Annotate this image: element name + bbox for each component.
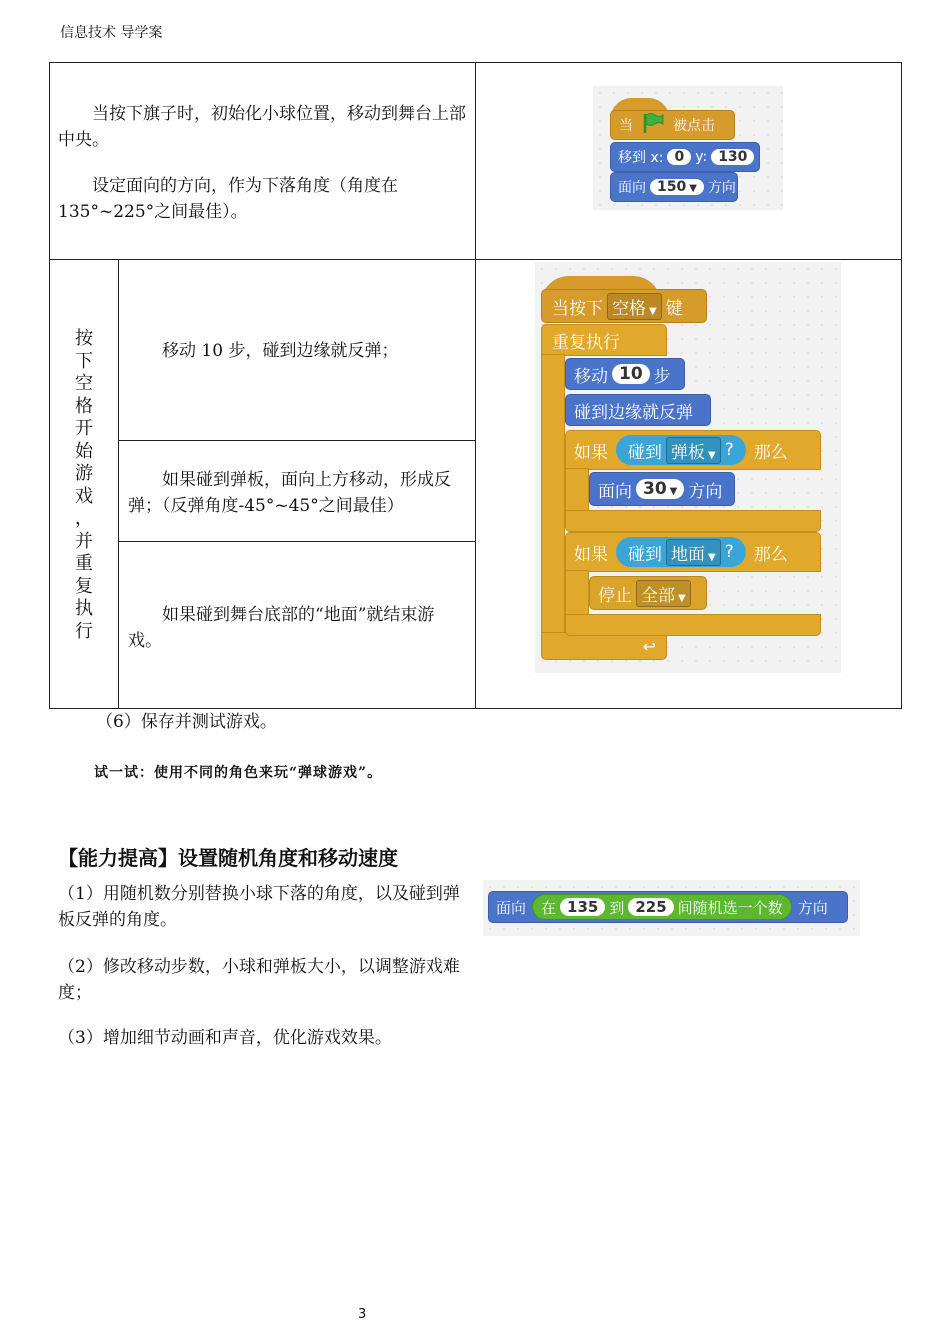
when-flag-clicked-block[interactable] <box>610 110 735 140</box>
vlabel-char: 行 <box>75 620 93 642</box>
row1-para2: 设定面向的方向，作为下落角度（角度在135°~225°之间最佳）。 <box>58 176 398 222</box>
object1-dropdown[interactable] <box>666 437 721 464</box>
if-block-1-top[interactable] <box>565 430 821 470</box>
steps-unit-label: 步 <box>653 366 671 387</box>
vlabel-char: 按 <box>75 328 93 349</box>
bounce-label: 碰到边缘就反弹 <box>574 402 693 423</box>
stop-option-dropdown[interactable] <box>636 580 691 607</box>
y-value-input[interactable]: 130 <box>711 149 754 165</box>
page-number: 3 <box>358 1307 367 1322</box>
step6-text: （6）保存并测试游戏。 <box>96 712 277 732</box>
script1-panel <box>593 86 783 210</box>
angle-dropdown[interactable] <box>636 479 684 499</box>
chevron-down-icon: ▼ <box>708 449 716 461</box>
pick-random-block[interactable] <box>532 894 792 920</box>
step3-text: 如果碰到舞台底部的“地面”就结束游戏。 <box>128 605 435 651</box>
x-value-input[interactable]: 0 <box>667 149 691 165</box>
object2-dropdown[interactable] <box>666 539 721 566</box>
vlabel-char: 格 <box>75 395 93 417</box>
forever-block-top[interactable] <box>541 324 667 356</box>
random-label: 间随机选一个数 <box>677 898 783 917</box>
angle-value: 150 <box>657 179 687 195</box>
vlabel-char: 重 <box>75 553 93 574</box>
if-block-2-arm <box>565 570 589 616</box>
to-label: 到 <box>609 898 625 917</box>
object2-value: 地面 <box>671 544 705 565</box>
chevron-down-icon: ▼ <box>649 305 657 317</box>
in-label: 在 <box>541 898 557 917</box>
touching-paddle-block[interactable] <box>616 435 746 465</box>
chevron-down-icon: ▼ <box>689 183 697 194</box>
move-steps-block[interactable] <box>565 358 685 390</box>
step1-text: 移动 10 步，碰到边缘就反弹； <box>162 341 399 361</box>
vlabel-char: 并 <box>75 530 93 552</box>
point-label: 面向 <box>496 898 527 917</box>
row1-para1: 当按下旗子时，初始化小球位置，移动到舞台上部中央。 <box>58 104 466 150</box>
green-flag-icon <box>641 112 665 138</box>
if-block-1-arm <box>565 468 589 512</box>
row2-step3 <box>128 602 468 654</box>
stop-label: 停止 <box>598 585 632 606</box>
if-block-1-bottom <box>565 510 821 532</box>
random-to-input[interactable]: 225 <box>628 898 673 916</box>
vlabel-char: 开 <box>75 418 93 439</box>
direction-label: 方向 <box>797 898 828 917</box>
stop-block[interactable] <box>589 576 707 610</box>
vlabel-char: ， <box>75 508 93 529</box>
table-border-middle <box>475 62 476 709</box>
vlabel-char: 空 <box>75 373 93 394</box>
if-block-2-top[interactable] <box>565 532 821 572</box>
item-3: （3）增加细节动画和声音，优化游戏效果。 <box>58 1028 392 1048</box>
table-border-right <box>901 62 902 709</box>
point-random-block[interactable] <box>488 891 848 923</box>
forever-block-arm <box>541 354 565 639</box>
touch1-label: 碰到 <box>628 442 662 463</box>
script3-panel <box>483 880 860 936</box>
when-key-pressed-block[interactable] <box>541 289 707 323</box>
point-label: 面向 <box>618 180 646 196</box>
vlabel-char: 复 <box>75 575 93 597</box>
angle-value: 30 <box>643 479 667 499</box>
then2-label: 那么 <box>753 544 788 565</box>
step2-text: 如果碰到弹板，面向上方移动，形成反弹；（反弹角度-45°~45°之间最佳） <box>128 470 451 516</box>
question-mark: ? <box>724 440 734 460</box>
stop-option-value: 全部 <box>641 585 675 606</box>
when-label: 当 <box>619 118 633 134</box>
if-block-2-bottom <box>565 614 821 636</box>
row2-vertical-label <box>70 328 98 643</box>
touching-ground-block[interactable] <box>616 537 746 567</box>
row1-description <box>58 101 466 225</box>
chevron-down-icon: ▼ <box>678 592 686 604</box>
if2-label: 如果 <box>574 544 608 565</box>
item-2: （2）修改移动步数，小球和弹板大小，以调整游戏难度； <box>58 957 460 1003</box>
y-label: y: <box>695 149 708 165</box>
section-title: 【能力提高】设置随机角度和移动速度 <box>58 846 398 870</box>
goto-label: 移到 x: <box>618 150 664 166</box>
try-it-text: 试一试：使用不同的角色来玩“弹球游戏”。 <box>94 765 383 781</box>
table-border-sub2 <box>118 541 475 542</box>
table-border-label-col <box>118 259 119 709</box>
move-label: 移动 <box>574 366 608 387</box>
key-dropdown[interactable] <box>607 293 662 320</box>
direction-label: 方向 <box>707 180 736 196</box>
touch2-label: 碰到 <box>628 544 662 565</box>
row2-step2 <box>128 467 468 519</box>
vlabel-char: 执 <box>75 598 93 619</box>
forever-block-bottom <box>541 632 667 660</box>
chevron-down-icon: ▼ <box>669 486 678 497</box>
hat-end-label: 键 <box>665 298 683 319</box>
vlabel-char: 下 <box>75 350 93 372</box>
table-border-left <box>49 62 50 709</box>
vlabel-char: 戏 <box>75 485 93 507</box>
steps-input[interactable]: 10 <box>612 364 650 384</box>
direction-label: 方向 <box>688 481 723 502</box>
point-direction-block[interactable] <box>610 172 738 202</box>
question-mark: ? <box>724 542 734 562</box>
point-label: 面向 <box>598 481 632 502</box>
vlabel-char: 始 <box>75 440 93 462</box>
script2-panel <box>535 262 841 673</box>
row2-step1 <box>128 338 468 364</box>
item-1: （1）用随机数分别替换小球下落的角度，以及碰到弹板反弹的角度。 <box>58 884 460 930</box>
forever-label: 重复执行 <box>552 332 620 353</box>
goto-xy-block[interactable] <box>610 142 760 172</box>
key-value: 空格 <box>612 298 646 319</box>
random-from-input[interactable]: 135 <box>560 898 605 916</box>
bounce-block[interactable] <box>565 394 711 426</box>
vlabel-char: 游 <box>75 463 93 484</box>
chevron-down-icon: ▼ <box>708 551 716 563</box>
hat-label: 当按下 <box>552 298 603 319</box>
angle-dropdown[interactable] <box>650 179 704 195</box>
point-30-block[interactable] <box>589 472 735 506</box>
then1-label: 那么 <box>753 442 788 463</box>
page-header: 信息技术 导学案 <box>60 25 163 41</box>
if1-label: 如果 <box>574 442 608 463</box>
loop-arrow-icon: ↩ <box>642 636 656 656</box>
object1-value: 弹板 <box>671 442 705 463</box>
table-border-sub1 <box>118 440 475 441</box>
clicked-label: 被点击 <box>673 118 715 134</box>
